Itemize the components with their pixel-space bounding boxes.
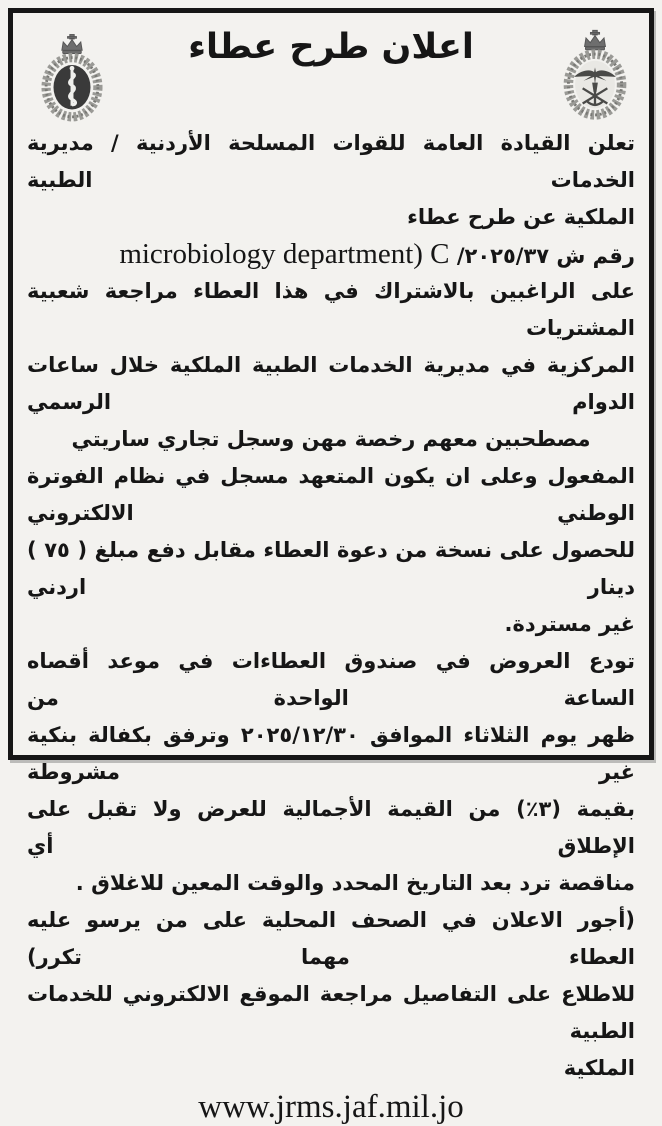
body-line: مناقصة ترد بعد التاريخ المحدد والوقت المعين للاغلاق . xyxy=(27,865,635,902)
tender-title-english: microbiology department) C xyxy=(119,238,449,270)
body-line: ظهر يوم الثلاثاء الموافق ٢٠٢٥/١٢/٣٠ وترفق بكفالة بنكية غير مشروطة xyxy=(27,717,635,791)
body-line: المفعول وعلى ان يكون المتعهد مسجل في نظام الفوترة الوطني الالكتروني xyxy=(27,458,635,532)
tender-number-arabic: رقم ش ٢٠٢٥/٣٧/ xyxy=(457,244,635,268)
page-title: اعلان طرح عطاء xyxy=(27,27,635,67)
body-line: بقيمة (٣٪) من القيمة الأجمالية للعرض ولا تقبل على الإطلاق أي xyxy=(27,791,635,865)
announcement-body xyxy=(27,125,635,1087)
document-header xyxy=(27,27,635,125)
body-line: تودع العروض في صندوق العطاءات في موعد أقصاه الساعة الواحدة من xyxy=(27,643,635,717)
body-line: غير مستردة. xyxy=(27,606,635,643)
document-frame xyxy=(8,8,654,760)
body-line: (أجور الاعلان في الصحف المحلية على من يرسو عليه العطاء مهما تكرر) xyxy=(27,902,635,976)
website-url: www.jrms.jaf.mil.jo xyxy=(27,1089,635,1126)
royal-medical-services-logo-icon xyxy=(35,33,109,127)
body-line: للحصول على نسخة من دعوة العطاء مقابل دفع مبلغ ( ٧٥ ) دينار اردني xyxy=(27,532,635,606)
body-line: الملكية xyxy=(27,1050,635,1087)
armed-forces-logo-icon xyxy=(557,29,633,125)
body-line: الملكية عن طرح عطاء xyxy=(27,199,635,236)
body-line: على الراغبين بالاشتراك في هذا العطاء مراجعة شعبية المشتريات xyxy=(27,273,635,347)
body-line: مصطحبين معهم رخصة مهن وسجل تجاري ساريتي xyxy=(27,421,635,458)
tender-number-line xyxy=(27,236,635,273)
body-line: المركزية في مديرية الخدمات الطبية الملكية خلال ساعات الدوام الرسمي xyxy=(27,347,635,421)
body-line: تعلن القيادة العامة للقوات المسلحة الأردنية / مديرية الخدمات الطبية xyxy=(27,125,635,199)
body-line: للاطلاع على التفاصيل مراجعة الموقع الالكتروني للخدمات الطبية xyxy=(27,976,635,1050)
